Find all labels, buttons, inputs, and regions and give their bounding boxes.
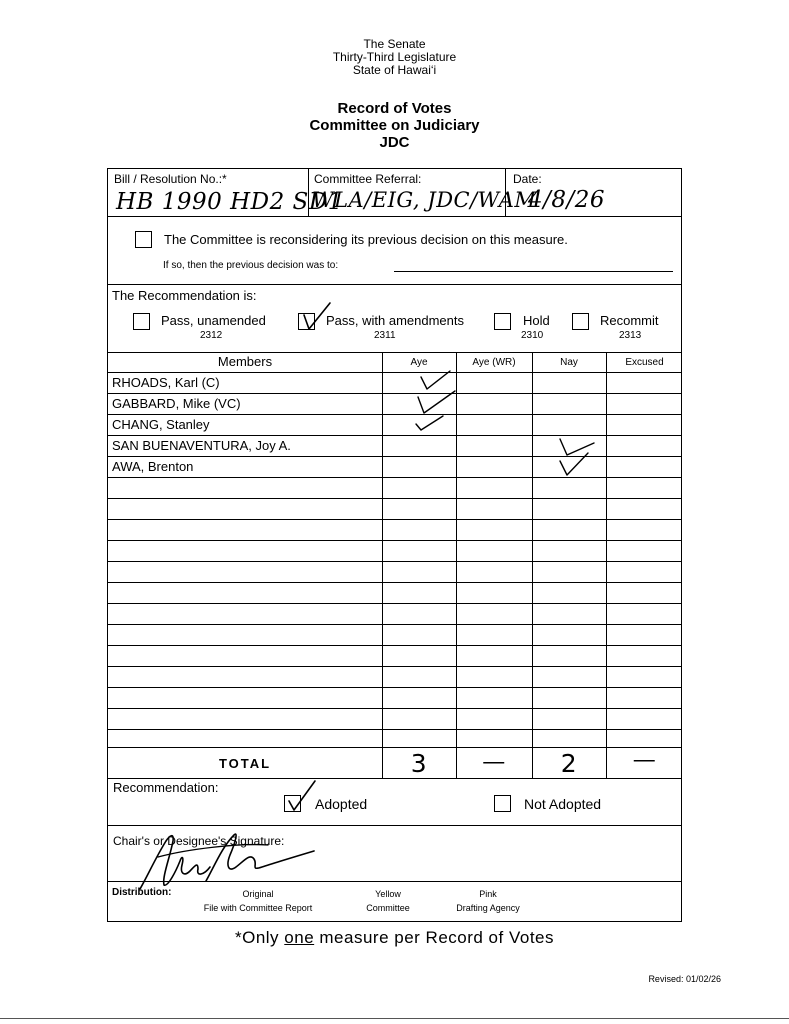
table-row: CHANG, Stanley [112,417,210,432]
referral-label: Committee Referral: [314,172,422,186]
recommit-checkbox[interactable] [572,313,589,330]
revised-date: Revised: 01/02/26 [648,974,721,984]
not-adopted-checkbox[interactable] [494,795,511,812]
table-row: GABBARD, Mike (VC) [112,396,241,411]
pass-unamended-code: 2312 [200,330,223,341]
distribution-yellow: Yellow [375,889,401,899]
aye-wr-column-header: Aye (WR) [472,357,516,368]
total-excused: — [632,747,657,773]
senate-header [0,38,789,77]
chair-signature[interactable] [118,827,328,893]
pass-with-amendments-label: Pass, with amendments [326,313,465,328]
table-row: AWA, Brenton [112,459,194,474]
excused-column-header: Excused [625,357,664,368]
distribution-pink-dest: Drafting Agency [456,903,520,913]
measure-note-emphasis: one [284,928,315,947]
title-committee: Committee on Judiciary [309,117,480,134]
hold-code: 2310 [521,330,544,341]
pass-unamended-checkbox[interactable] [133,313,150,330]
reconsider-checkbox[interactable] [135,231,152,248]
total-label: TOTAL [218,756,272,771]
date-field[interactable]: 4/8/26 [528,187,606,213]
distribution-pink: Pink [479,889,497,899]
signature-label: Chair's or Designee's Signature: [113,834,285,848]
total-aye-wr: — [482,749,506,775]
referral-field[interactable]: WLA/EIG, JDC/WAM [312,188,537,212]
previous-decision-line[interactable] [394,271,673,272]
distribution-original-dest: File with Committee Report [203,903,313,913]
measure-note-suffix: measure per Record of Votes [314,928,554,947]
recommendation-label: The Recommendation is: [112,288,257,303]
measure-note [0,928,789,948]
page-bottom-rule [0,1018,789,1019]
date-label: Date: [513,172,542,186]
adopted-check-mark [285,779,319,813]
distribution-yellow-dest: Committee [366,903,410,913]
hold-checkbox[interactable] [494,313,511,330]
members-column-header: Members [217,354,273,369]
hold-label: Hold [523,313,550,328]
result-label: Recommendation: [113,780,219,795]
header-line-1: The Senate [363,37,426,51]
previous-decision-label: If so, then the previous decision was to: [163,260,339,271]
total-aye: 3 [410,749,428,778]
recommit-code: 2313 [619,330,642,341]
recommit-label: Recommit [600,313,659,328]
vote-check-mark-aye-chang [413,410,449,434]
measure-note-prefix: *Only [234,928,285,947]
title-record-of-votes: Record of Votes [337,100,452,117]
bill-label: Bill / Resolution No.:* [114,172,227,186]
vote-record-form [107,168,682,922]
distribution-label: Distribution: [112,887,172,898]
total-nay: 2 [560,749,578,778]
adopted-label: Adopted [315,796,368,812]
not-adopted-label: Not Adopted [524,796,602,812]
title-committee-code: JDC [379,134,410,151]
header-line-2: Thirty-Third Legislature [332,50,457,64]
bill-number-field[interactable]: HB 1990 HD2 SD1 [116,189,343,215]
pass-unamended-label: Pass, unamended [161,313,266,328]
nay-column-header: Nay [560,357,578,368]
header-line-3: State of Hawai‘i [352,63,437,77]
reconsider-text: The Committee is reconsidering its previous decision on this measure. [164,232,568,247]
table-row: SAN BUENAVENTURA, Joy A. [112,438,291,453]
document-title [0,100,789,151]
pass-with-amendments-code: 2311 [374,330,396,341]
aye-column-header: Aye [410,357,428,368]
distribution-original: Original [242,889,274,899]
table-row: RHOADS, Karl (C) [112,375,220,390]
vote-check-mark-nay-awa [556,451,596,479]
